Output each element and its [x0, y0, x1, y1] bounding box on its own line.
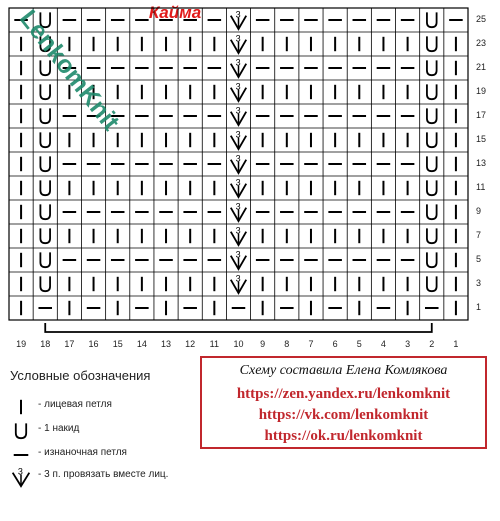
column-number: 10 — [233, 339, 244, 349]
svg-text:3: 3 — [235, 153, 241, 164]
row-number: 3 — [476, 278, 482, 288]
row-number: 25 — [476, 14, 487, 24]
column-number: 19 — [16, 339, 27, 349]
column-number: 2 — [429, 339, 435, 349]
credit-box — [200, 356, 487, 449]
chart-cell-k3tog-icon — [231, 202, 246, 222]
svg-text:3: 3 — [235, 33, 241, 44]
svg-text:3: 3 — [235, 57, 241, 68]
chart-cell-k3tog-icon — [231, 154, 246, 174]
column-number: 3 — [405, 339, 411, 349]
column-number: 9 — [260, 339, 266, 349]
column-number: 13 — [161, 339, 172, 349]
chart-cell-yarn-over-icon — [427, 204, 437, 219]
svg-text:3: 3 — [235, 9, 241, 20]
row-number: 5 — [476, 254, 482, 264]
yarn-over-icon — [8, 420, 34, 442]
chart-cell-k3tog-icon — [231, 178, 246, 198]
legend-item — [8, 396, 228, 418]
chart-cell-k3tog-icon — [231, 250, 246, 270]
knit-stitch-icon — [8, 396, 34, 418]
chart-cell-yarn-over-icon — [427, 84, 437, 99]
chart-cell-yarn-over-icon — [40, 180, 50, 195]
svg-text:3: 3 — [235, 273, 241, 284]
column-number: 14 — [136, 339, 147, 349]
row-number: 13 — [476, 158, 487, 168]
column-number: 18 — [40, 339, 51, 349]
chart-cell-yarn-over-icon — [427, 132, 437, 147]
chart-cell-k3tog-icon — [231, 82, 246, 102]
chart-cell-yarn-over-icon — [427, 36, 437, 51]
chart-cell-k3tog-icon — [231, 130, 246, 150]
chart-cell-yarn-over-icon — [40, 84, 50, 99]
chart-cell-yarn-over-icon — [427, 276, 437, 291]
column-number: 15 — [112, 339, 123, 349]
chart-cell-yarn-over-icon — [40, 108, 50, 123]
column-number: 1 — [453, 339, 459, 349]
column-number: 6 — [332, 339, 338, 349]
chart-cell-k3tog-icon — [231, 274, 246, 294]
row-number: 21 — [476, 62, 487, 72]
credit-author: Схему составила Елена Комлякова — [239, 363, 448, 378]
chart-cell-k3tog-icon — [231, 10, 246, 30]
chart-cell-yarn-over-icon — [427, 180, 437, 195]
svg-text:3: 3 — [235, 129, 241, 140]
chart-cell-yarn-over-icon — [40, 156, 50, 171]
svg-text:3: 3 — [235, 249, 241, 260]
chart-cell-yarn-over-icon — [40, 252, 50, 267]
svg-text:3: 3 — [235, 177, 241, 188]
chart-cell-yarn-over-icon — [427, 60, 437, 75]
chart-cell-yarn-over-icon — [40, 132, 50, 147]
row-number: 9 — [476, 206, 482, 216]
credit-link-zen[interactable]: https://zen.yandex.ru/lenkomknit — [236, 386, 451, 402]
svg-text:3: 3 — [235, 201, 241, 212]
row-number: 7 — [476, 230, 482, 240]
chart-cell-yarn-over-icon — [427, 108, 437, 123]
chart-cell-k3tog-icon — [231, 58, 246, 78]
purl-stitch-icon — [8, 444, 34, 466]
chart-cell-k3tog-icon — [231, 106, 246, 126]
chart-cell-yarn-over-icon — [427, 156, 437, 171]
chart-cell-yarn-over-icon — [427, 12, 437, 27]
credit-link-vk[interactable]: https://vk.com/lenkomknit — [258, 407, 429, 423]
column-number: 17 — [64, 339, 75, 349]
chart-cell-yarn-over-icon — [40, 228, 50, 243]
legend-text: - изнаночная петля — [38, 447, 127, 458]
chart-cell-yarn-over-icon — [40, 276, 50, 291]
svg-text:3: 3 — [235, 105, 241, 116]
row-number: 15 — [476, 134, 487, 144]
svg-text:3: 3 — [235, 225, 241, 236]
legend-text: - 3 п. провязать вместе лиц. — [38, 469, 169, 480]
svg-text:3: 3 — [17, 466, 23, 477]
column-number: 5 — [356, 339, 362, 349]
column-number: 7 — [308, 339, 314, 349]
svg-text:3: 3 — [235, 81, 241, 92]
chart-title: Кайма — [148, 3, 202, 22]
row-number: 11 — [476, 182, 486, 192]
watermark: LenkomKnit — [13, 4, 125, 136]
chart-cell-yarn-over-icon — [427, 228, 437, 243]
chart-cell-yarn-over-icon — [40, 204, 50, 219]
chart-cell-yarn-over-icon — [427, 252, 437, 267]
chart-cell-k3tog-icon — [231, 34, 246, 54]
chart-cell-k3tog-icon — [231, 226, 246, 246]
column-number: 16 — [88, 339, 99, 349]
legend-title: Условные обозначения — [10, 368, 151, 383]
legend-item — [8, 444, 228, 466]
row-number: 23 — [476, 38, 487, 48]
row-number: 17 — [476, 110, 487, 120]
row-number: 1 — [476, 302, 482, 312]
column-number: 12 — [185, 339, 196, 349]
legend-text: - 1 накид — [38, 423, 80, 434]
legend-item — [8, 420, 228, 442]
column-number: 8 — [284, 339, 290, 349]
credit-link-ok[interactable]: https://ok.ru/lenkomknit — [264, 428, 423, 444]
row-number: 19 — [476, 86, 487, 96]
repeat-bracket — [45, 323, 432, 332]
legend-item — [8, 466, 228, 488]
column-number: 11 — [209, 339, 219, 349]
legend-text: - лицевая петля — [38, 399, 112, 410]
k3tog-icon — [8, 466, 34, 488]
column-number: 4 — [380, 339, 386, 349]
